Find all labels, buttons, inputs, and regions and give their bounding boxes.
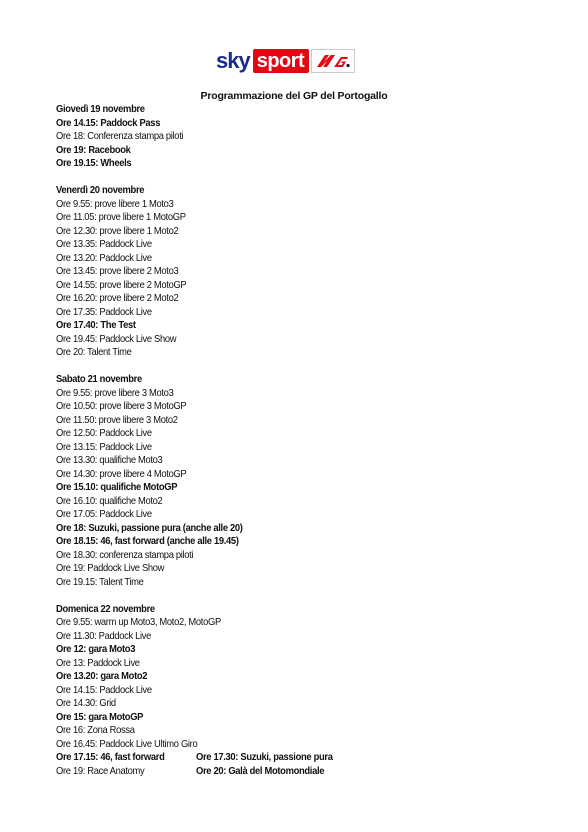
- sky-sport-motogp-logo: [216, 47, 355, 75]
- schedule-item: Ore 14.30: Grid: [56, 698, 116, 709]
- day-heading: Domenica 22 novembre: [56, 603, 155, 615]
- schedule-item: Ore 19.15: Talent Time: [56, 576, 144, 588]
- schedule-item: Ore 16.10: qualifiche Moto2: [56, 495, 163, 507]
- schedule-item: Ore 12: gara Moto3: [56, 644, 136, 655]
- schedule-item: Ore 15: gara MotoGP: [56, 711, 144, 723]
- schedule-item: Ore 13.20: Paddock Live: [56, 252, 152, 264]
- schedule-item-pair: [56, 765, 556, 779]
- day-heading: Venerdì 20 novembre: [56, 185, 145, 196]
- schedule-item: Ore 14.15: Paddock Live: [56, 684, 152, 696]
- day-block: [56, 373, 556, 589]
- day-heading: Sabato 21 novembre: [56, 374, 142, 385]
- schedule-item: Ore 19.15: Wheels: [56, 158, 132, 169]
- schedule-item: Ore 16: Zona Rossa: [56, 725, 135, 736]
- schedule-item: Ore 20: Talent Time: [56, 347, 132, 358]
- sport-wordmark: sport: [253, 49, 310, 73]
- schedule-item: Ore 19: Paddock Live Show: [56, 563, 165, 574]
- schedule-item: Ore 9.55: prove libere 1 Moto3: [56, 198, 174, 210]
- schedule-item: Ore 11.05: prove libere 1 MotoGP: [56, 212, 186, 223]
- schedule-item: Ore 13: Paddock Live: [56, 657, 140, 669]
- schedule-item: Ore 14.15: Paddock Pass: [56, 117, 161, 129]
- day-block: [56, 184, 556, 360]
- schedule: [56, 103, 556, 792]
- schedule-item: Ore 17.15: 46, fast forward: [56, 752, 165, 763]
- schedule-item: Ore 13.30: qualifiche Moto3: [56, 455, 163, 466]
- schedule-item: Ore 13.15: Paddock Live: [56, 441, 152, 453]
- schedule-item: Ore 18.15: 46, fast forward (anche alle 19.45): [56, 536, 239, 547]
- schedule-item: Ore 17.05: Paddock Live: [56, 509, 152, 520]
- day-block: [56, 103, 556, 171]
- schedule-item: Ore 14.55: prove libere 2 MotoGP: [56, 279, 187, 291]
- schedule-item: Ore 15.10: qualifiche MotoGP: [56, 482, 178, 493]
- schedule-item: Ore 18: Conferenza stampa piloti: [56, 131, 184, 142]
- schedule-item: Ore 12.30: prove libere 1 Moto2: [56, 225, 179, 237]
- schedule-item: Ore 20: Galà del Motomondiale: [196, 765, 325, 777]
- day-block: [56, 603, 556, 779]
- schedule-item: Ore 17.30: Suzuki, passione pura: [196, 752, 333, 763]
- sky-wordmark: sky: [216, 48, 250, 73]
- motogp-logo-graphic: [314, 52, 352, 70]
- schedule-item: Ore 19.45: Paddock Live Show: [56, 333, 177, 345]
- schedule-item: Ore 11.50: prove libere 3 Moto2: [56, 414, 178, 426]
- schedule-item: Ore 18: Suzuki, passione pura (anche alle 20): [56, 522, 243, 534]
- schedule-item: Ore 13.45: prove libere 2 Moto3: [56, 266, 179, 277]
- schedule-item: Ore 10.50: prove libere 3 MotoGP: [56, 401, 187, 412]
- schedule-item: Ore 17.35: Paddock Live: [56, 306, 152, 318]
- schedule-item: Ore 9.55: warm up Moto3, Moto2, MotoGP: [56, 617, 221, 628]
- motogp-logo-icon: [311, 49, 355, 73]
- schedule-item: Ore 16.20: prove libere 2 Moto2: [56, 293, 179, 304]
- schedule-item: Ore 9.55: prove libere 3 Moto3: [56, 387, 174, 399]
- schedule-item: Ore 13.35: Paddock Live: [56, 239, 152, 250]
- schedule-item: Ore 19: Race Anatomy: [56, 765, 145, 777]
- schedule-item: Ore 19: Racebook: [56, 144, 131, 156]
- schedule-item: Ore 17.40: The Test: [56, 320, 136, 331]
- schedule-item: Ore 12.50: Paddock Live: [56, 428, 152, 439]
- document-title: Programmazione del GP del Portogallo: [200, 90, 388, 102]
- schedule-item: Ore 16.45: Paddock Live Ultimo Giro: [56, 738, 198, 750]
- schedule-item: Ore 14.30: prove libere 4 MotoGP: [56, 468, 187, 480]
- schedule-item-pair: [56, 751, 556, 765]
- schedule-item: Ore 13.20: gara Moto2: [56, 671, 148, 682]
- schedule-item: Ore 11.30: Paddock Live: [56, 630, 152, 642]
- schedule-item: Ore 18.30: conferenza stampa piloti: [56, 549, 194, 561]
- day-heading: Giovedì 19 novembre: [56, 104, 145, 115]
